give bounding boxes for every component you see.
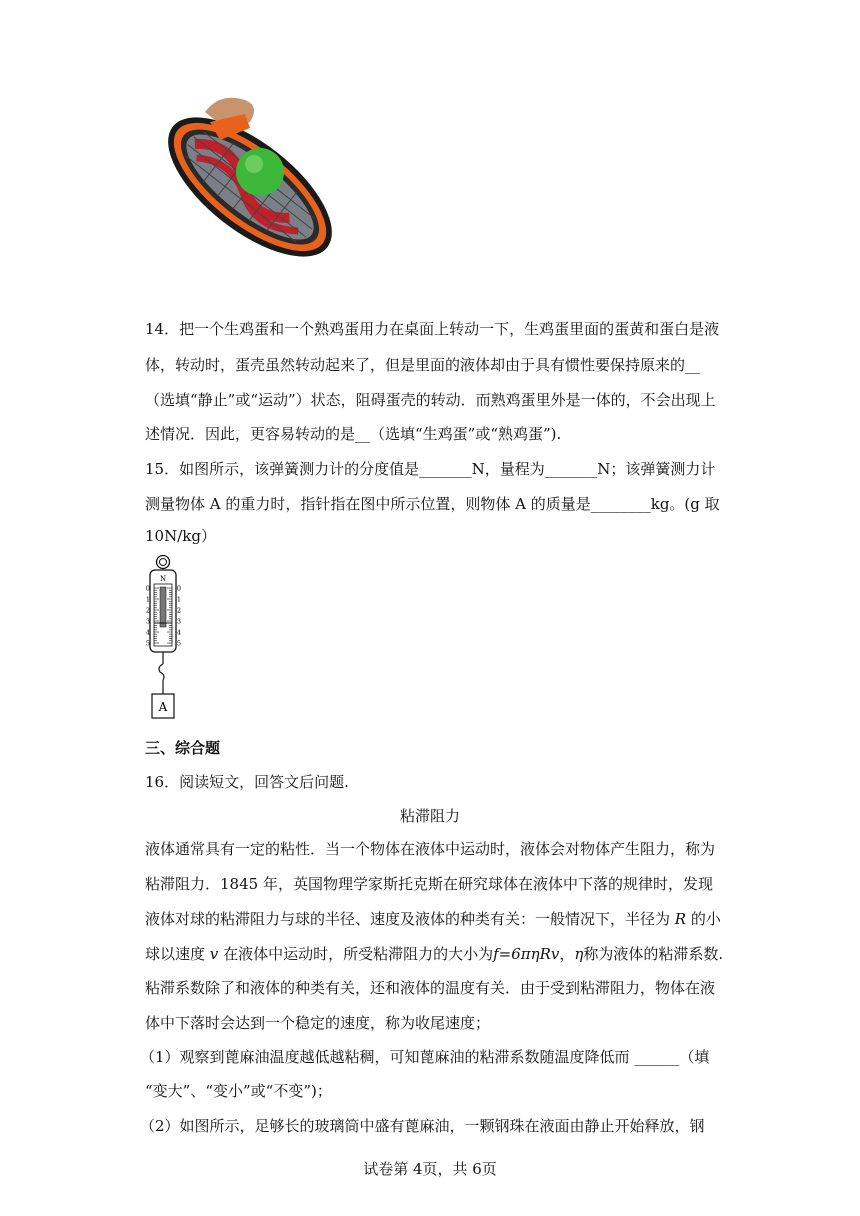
article-line-4-a: 球以速度: [145, 945, 206, 963]
q14-line-3: （选填“静止”或“运动”）状态，阻碍蛋壳的转动．而熟鸡蛋里外是一体的，不会出现上: [145, 391, 716, 409]
article-title: 粘滞阻力: [399, 807, 460, 825]
q14-line-4: 述情况．因此，更容易转动的是__（选填“生鸡蛋”或“熟鸡蛋”).: [145, 425, 562, 443]
article-line-3: [145, 909, 721, 929]
q15-line-1: 15．如图所示，该弹簧测力计的分度值是_______N，量程为_______N；该弹簧测力计: [145, 460, 716, 478]
scale-tick-label-right: 4: [176, 628, 182, 637]
article-line-4: [145, 944, 724, 964]
section-title: 三、综合题: [145, 739, 221, 757]
scale-tick-label-right: 1: [176, 595, 182, 604]
page-footer: 试卷第 4页，共 6页: [363, 1160, 497, 1178]
scale-tick-label-left: 0: [145, 584, 151, 593]
scale-tick-label-left: 4: [145, 628, 151, 637]
article-line-3-text: 液体对球的粘滞阻力与球的半径、速度及液体的种类有关：一般情况下，半径为: [145, 910, 671, 928]
q15-line-3: 10N/kg）: [145, 527, 216, 545]
article-line-2: 粘滞阻力．1845 年，英国物理学家斯托克斯在研究球体在液体中下落的规律时，发现: [145, 875, 713, 893]
scale-tick-label-right: 3: [176, 617, 182, 626]
q14-line-1: 14．把一个生鸡蛋和一个熟鸡蛋用力在桌面上转动一下，生鸡蛋里面的蛋黄和蛋白是液: [145, 320, 720, 338]
scale-tick-label-right: 2: [176, 606, 182, 615]
scale-unit-label: N: [159, 575, 167, 583]
q15-line-2: 测量物体 A 的重力时，指针指在图中所示位置，则物体 A 的质量是________kg。(g 取: [145, 495, 720, 513]
scale-tick-label-left: 1: [145, 595, 151, 604]
article-line-3-tail: 的小: [690, 910, 721, 928]
spring-scale-diagram: [140, 554, 190, 729]
article-line-5: 粘滞系数除了和液体的种类有关，还和液体的温度有关．由于受到粘滞阻力，物体在液: [145, 979, 716, 997]
scale-tick-label-left: 5: [145, 639, 151, 648]
article-line-4-c: 称为液体的粘滞系数.: [583, 945, 724, 963]
symbol-R: R: [674, 910, 687, 928]
scale-tick-label-right: 5: [176, 639, 182, 648]
q14-line-2: 体，转动时，蛋壳虽然转动起来了，但是里面的液体却由于具有惯性要保持原来的__: [145, 356, 701, 374]
article-line-4-b: 在液体中运动时，所受粘滞阻力的大小为: [223, 945, 494, 963]
symbol-v: v: [209, 945, 219, 963]
q16-sub1-line-1: （1）观察到蓖麻油温度越低越粘稠，可知蓖麻油的粘滞系数随温度降低而 ______（填: [140, 1048, 710, 1066]
scale-tick-label-left: 3: [145, 617, 151, 626]
scale-tick-label-left: 2: [145, 606, 151, 615]
q16-sub2-line-1: （2）如图所示，足够长的玻璃筒中盛有蓖麻油，一颗钢珠在液面由静止开始释放，钢: [140, 1117, 705, 1135]
article-line-6: 体中下落时会达到一个稳定的速度，称为收尾速度；: [145, 1014, 491, 1032]
q16-intro: 16．阅读短文，回答文后问题.: [145, 773, 349, 791]
q16-sub1-line-2: “变大”、“变小”或“不变”)；: [145, 1082, 332, 1100]
scale-tick-label-right: 0: [176, 584, 182, 593]
formula: f=6πηRv: [493, 945, 560, 963]
article-line-1: 液体通常具有一定的粘性．当一个物体在液体中运动时，液体会对物体产生阻力，称为: [145, 840, 716, 858]
symbol-eta: η: [574, 945, 584, 963]
tennis-racket-image: [150, 92, 350, 282]
object-a-label: A: [158, 700, 168, 714]
comma: ，: [559, 945, 575, 963]
